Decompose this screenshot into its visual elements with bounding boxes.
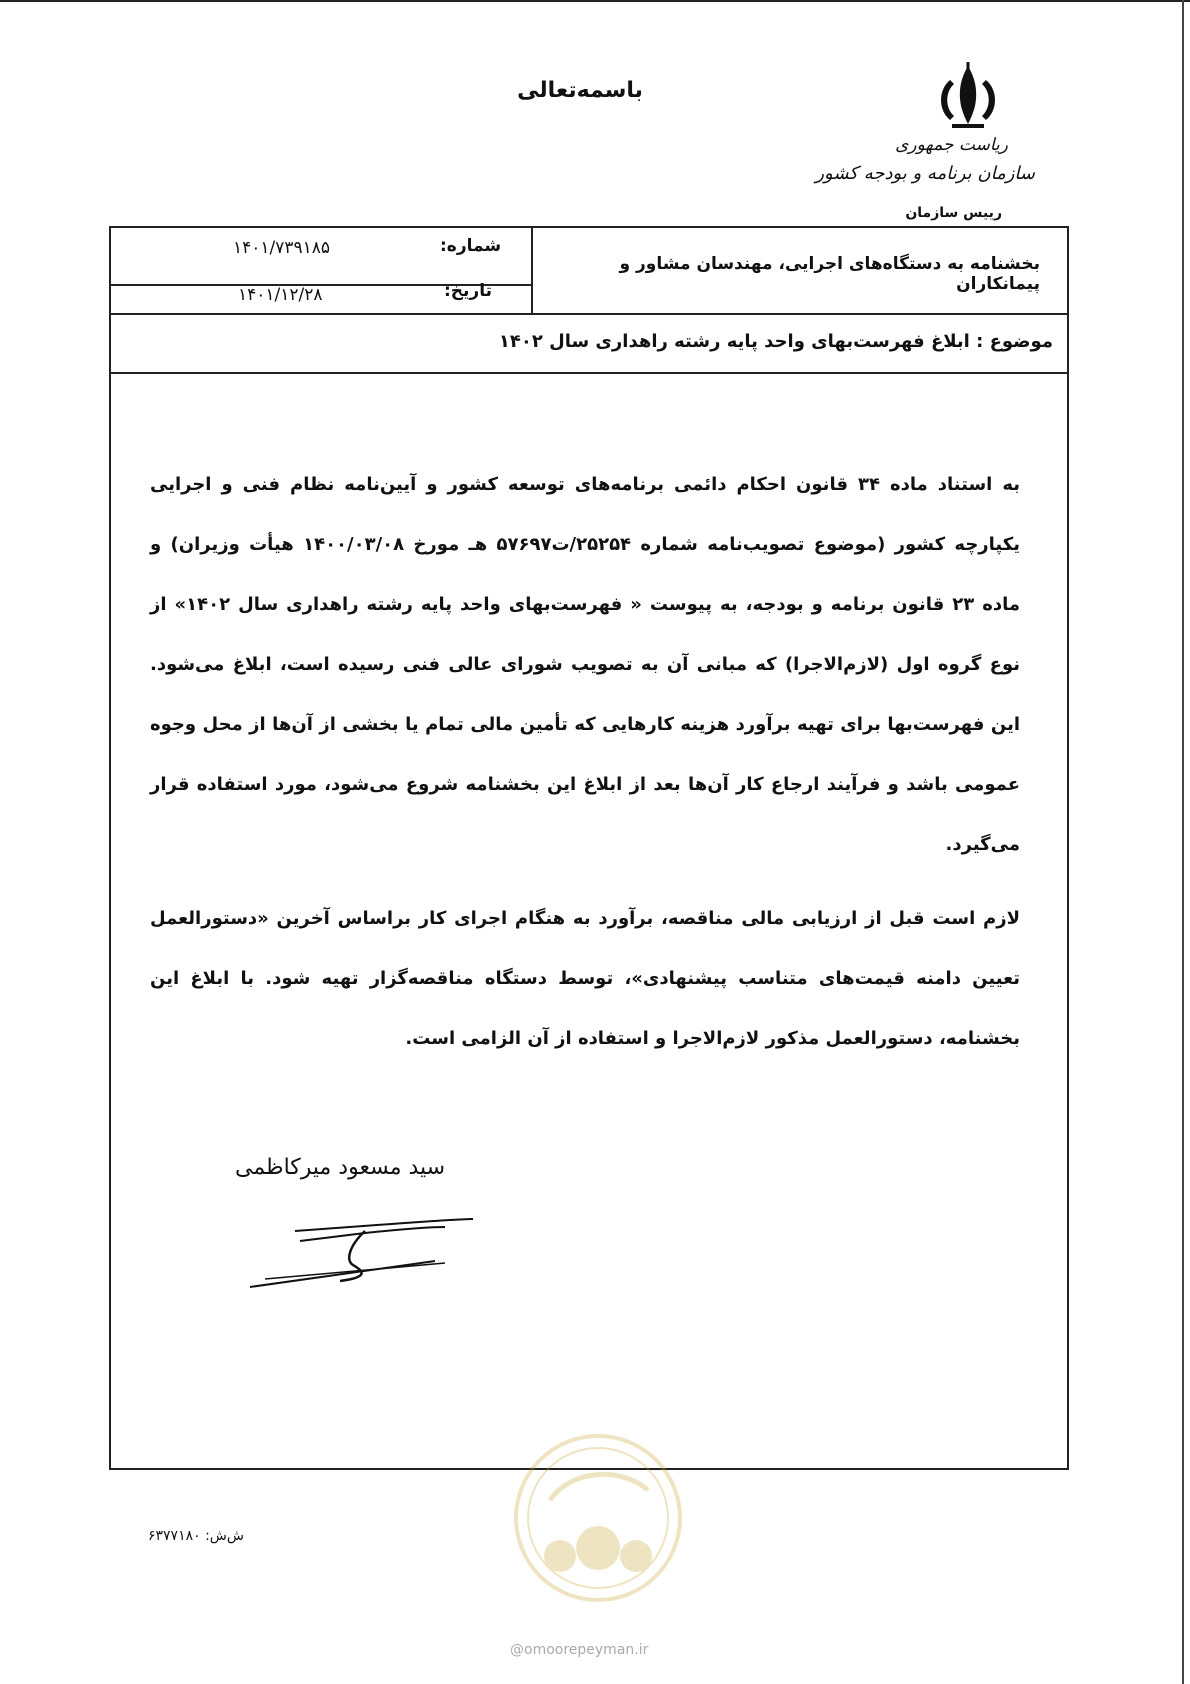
number-value: ۱۴۰۱/۷۳۹۱۸۵ [233,238,331,258]
omoor-peyman-watermark-icon [510,1430,686,1606]
top-border [0,0,1190,9]
date-value: ۱۴۰۱/۱۲/۲۸ [238,285,323,305]
recipient-line: بخشنامه به دستگاه‌های اجرایی، مهندسان مشاور و پیمانکاران [619,254,1040,294]
header-divider [109,313,1069,315]
meta-separator [531,226,533,313]
signer-name: سید مسعود میرکاظمی [235,1155,446,1180]
body-paragraph: لازم است قبل از ارزیابی مالی مناقصه، برآورد به هنگام اجرای کار براساس آخرین «دستورالعمل تعیین دامنه قیمت‌های متناسب پیشنهادی»، توسط دستگاه مناقصه‌گزار تهیه شود. با ابلاغ این بخشنامه، دستورالعمل مذکور لازم‌الاجرا و استفاده از آن الزامی است. [150,908,1020,1049]
page-edge [1182,0,1184,1684]
iran-emblem-icon [928,58,1008,138]
letter-body [150,455,1020,1083]
subject-divider [109,372,1069,374]
org-presidency: ریاست جمهوری [895,135,1008,155]
website-watermark: @omoorepeyman.ir [510,1642,649,1658]
body-paragraph: به استناد ماده ۳۴ قانون احکام دائمی برنامه‌های توسعه کشور و آیین‌نامه نظام فنی و اجرایی یکپارچه کشور (موضوع تصویب‌نامه شماره ۲۵۲۵۴/ت۵۷۶۹۷ هـ مورخ ۱۴۰۰/۰۳/۰۸ هیأت وزیران) و ماده ۲۳ قانون برنامه و بودجه، به پیوست « فهرست‌بهای واحد پایه رشته راهداری سال ۱۴۰۲» از نوع گروه اول (لازم‌الاجرا) که مبانی آن به تصویب شورای عالی فنی رسیده است، ابلاغ می‌شود. این فهرست‌بها برای تهیه برآورد هزینه کارهایی که تأمین مالی تمام یا بخشی از آن‌ها از محل وجوه عمومی باشد و فرآیند ارجاع کار آن‌ها بعد از ابلاغ این بخشنامه شروع می‌شود، مورد استفاده قرار می‌گیرد. [150,474,1020,855]
date-label: تاریخ: [444,281,492,301]
org-head-title: رییس سازمان [905,205,1002,221]
signature-icon [245,1205,485,1295]
reference-number: ش‌ش: ۶۳۷۷۱۸۰ [148,1528,244,1544]
subject-line: موضوع : ابلاغ فهرست‌بهای واحد پایه رشته راهداری سال ۱۴۰۲ [498,331,1053,352]
org-name: سازمان برنامه و بودجه کشور [815,163,1035,184]
bismillah-heading: باسمه‌تعالی [517,78,643,103]
number-label: شماره: [440,236,502,256]
